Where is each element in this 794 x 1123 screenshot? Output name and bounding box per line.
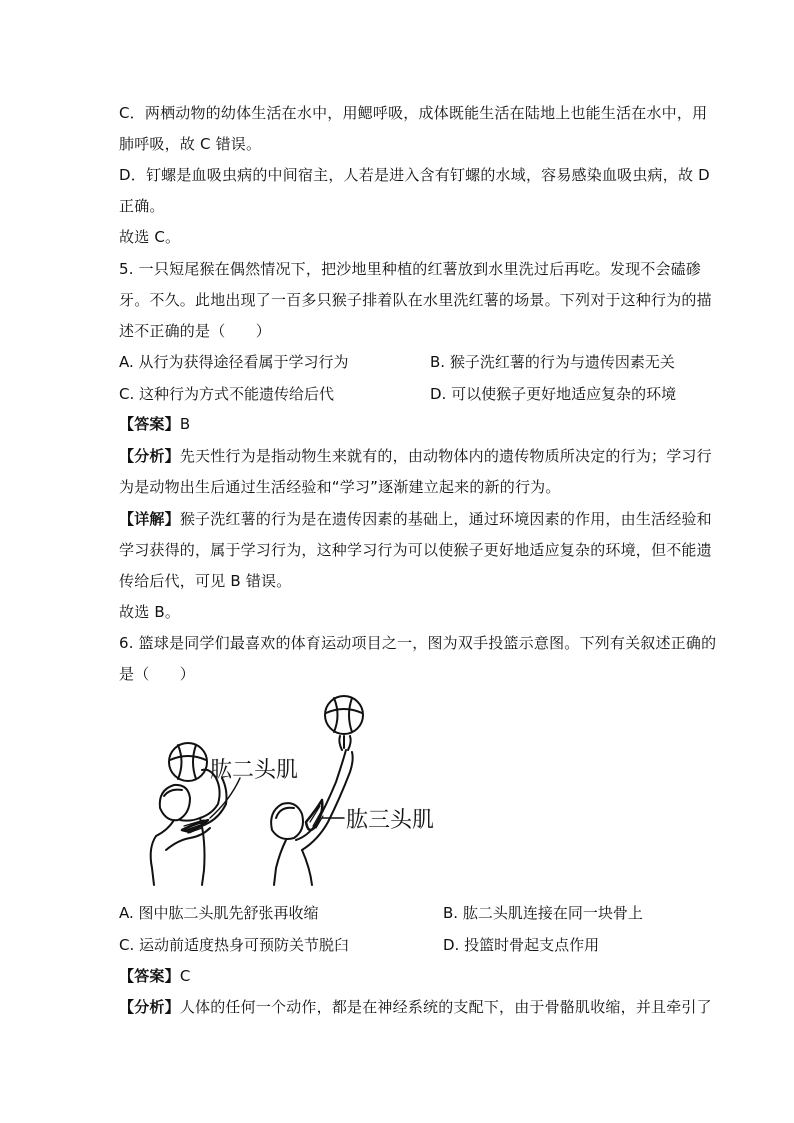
q4-option-d-explanation-line2: 正确。 [119,197,165,215]
q4-choose: 故选 C。 [119,228,181,246]
q5-detail-line2: 学习获得的，属于学习行为，这种学习行为可以使猴子更好地适应复杂的环境，但不能遗 [119,541,712,559]
q6-option-c: C. 运动前适度热身可预防关节脱臼 [119,936,350,954]
q5-detail-text1: 猴子洗红薯的行为是在遗传因素的基础上，通过环境因素的作用，由生活经验和 [179,510,712,528]
q5-detail-line1 [119,509,712,529]
q6-stem-line1: 6. 篮球是同学们最喜欢的体育运动项目之一，图为双手投篮示意图。下列有关叙述正确的 [119,634,717,652]
q5-option-c: C. 这种行为方式不能遗传给后代 [119,385,335,403]
q5-detail-line3: 传给后代，可见 B 错误。 [119,572,292,590]
q5-choose: 故选 B。 [119,603,181,621]
q6-answer-tag: 【答案】 [119,967,180,985]
q6-analysis-tag: 【分析】 [119,998,180,1016]
q6-option-a: A. 图中肱二头肌先舒张再收缩 [119,904,319,922]
q5-option-b: B. 猴子洗红薯的行为与遗传因素无关 [430,353,675,371]
q6-answer-value: C [179,967,191,985]
q5-analysis-text1: 先天性行为是指动物生来就有的，由动物体内的遗传物质所决定的行为；学习行 [179,447,712,465]
q5-analysis-tag: 【分析】 [119,447,180,465]
q4-option-d-explanation-line1: D．钉螺是血吸虫病的中间宿主，人若是进入含有钉螺的水域，容易感染血吸虫病，故 D [119,166,710,184]
q5-stem-line1: 5. 一只短尾猴在偶然情况下，把沙地里种植的红薯放到水里洗过后再吃。发现不会磕碜 [119,260,702,278]
left-player-figure [151,770,227,885]
q5-stem-line2: 牙。不久。此地出现了一百多只猴子排着队在水里洗红薯的场景。下列对于这种行为的描 [119,291,712,309]
left-basketball-icon [169,743,207,781]
q5-answer-tag: 【答案】 [119,415,180,433]
q5-detail-tag: 【详解】 [119,510,180,528]
q4-option-c-explanation-line1: C．两栖动物的幼体生活在水中，用鳃呼吸，成体既能生活在陆地上也能生活在水中，用 [119,104,708,122]
q4-option-c-explanation-line2: 肺呼吸，故 C 错误。 [119,135,262,153]
q5-stem-line3: 述不正确的是（ ） [119,322,272,340]
q6-stem-line2: 是（ ） [119,665,196,683]
basketball-shooting-figure [130,690,470,890]
triceps-label: 肱三头肌 [346,808,435,833]
q6-answer [119,966,191,986]
q6-option-d: D. 投篮时骨起支点作用 [443,936,600,954]
q5-analysis-line1 [119,446,712,466]
q5-answer [119,414,190,434]
q5-analysis-line2: 为是动物出生后通过生活经验和“学习”逐渐建立起来的新的行为。 [119,478,561,496]
right-basketball-icon [325,696,363,734]
q5-option-d: D. 可以使猴子更好地适应复杂的环境 [430,385,677,403]
q5-option-a: A. 从行为获得途径看属于学习行为 [119,353,349,371]
biceps-label: 肱二头肌 [210,758,299,783]
q6-analysis-text1: 人体的任何一个动作，都是在神经系统的支配下，由于骨骼肌收缩，并且牵引了 [179,998,712,1016]
q5-answer-value: B [179,415,191,433]
q6-option-b: B. 肱二头肌连接在同一块骨上 [443,904,643,922]
q6-analysis-line1 [119,997,712,1017]
